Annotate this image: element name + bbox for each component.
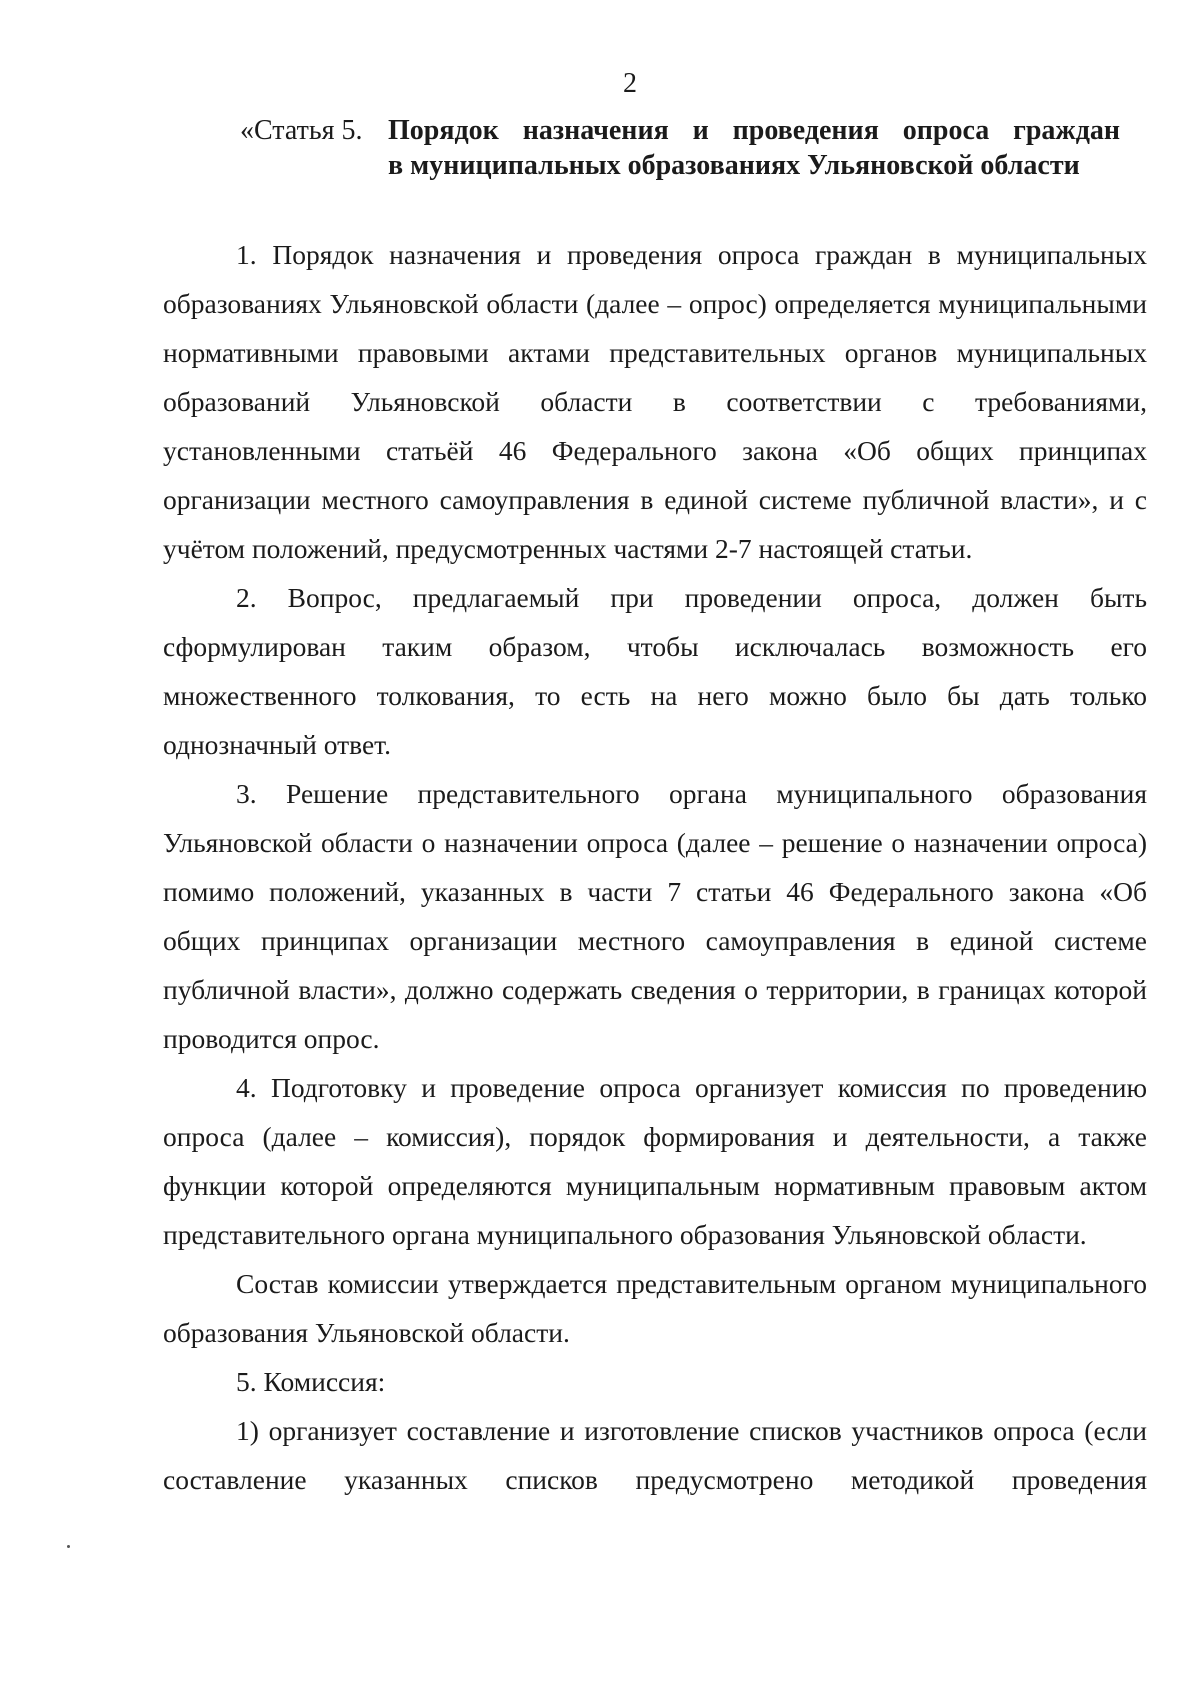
paragraph-4: 4. Подготовку и проведение опроса организует комиссия по проведению опроса (далее – комиссия), порядок формирования и деятельности, а также функции которой определяются муниципальным нормативным правовым актом представительного органа муниципального образования Ульяновской области.	[163, 1072, 1147, 1250]
scan-speck	[67, 1545, 70, 1548]
paragraph-5-item-1: 1) организует составление и изготовление списков участников опроса (если составление указанных списков предусмотрено методикой проведения	[163, 1415, 1147, 1495]
article-body	[163, 230, 1147, 1504]
paragraph-5: 5. Комиссия:	[236, 1366, 386, 1397]
article-heading	[240, 113, 1120, 183]
paragraph-2: 2. Вопрос, предлагаемый при проведении опроса, должен быть сформулирован таким образом, чтобы исключалась возможность его множественного толкования, то есть на него можно было бы дать только однозначный ответ.	[163, 582, 1147, 760]
article-title	[388, 113, 1120, 183]
paragraph-3: 3. Решение представительного органа муниципального образования Ульяновской области о назначении опроса (далее – решение о назначении опроса) помимо положений, указанных в части 7 статьи 46 Федерального закона «Об общих принципах организации местного самоуправления в единой системе публичной власти», должно содержать сведения о территории, в границах которой проводится опрос.	[163, 778, 1147, 1054]
paragraph-1: 1. Порядок назначения и проведения опроса граждан в муниципальных образованиях Ульяновской области (далее – опрос) определяется муниципальными нормативными правовыми актами представительных органов муниципальных образований Ульяновской области в соответствии с требованиями, установленными статьёй 46 Федерального закона «Об общих принципах организации местного самоуправления в единой системе публичной власти», и с учётом положений, предусмотренных частями 2-7 настоящей статьи.	[163, 239, 1147, 564]
page-number: 2	[623, 68, 637, 99]
paragraph-commission-composition: Состав комиссии утверждается представительным органом муниципального образования Ульяновской области.	[163, 1268, 1147, 1348]
article-title-line-1: Порядок назначения и проведения опроса граждан	[388, 115, 1120, 146]
article-number: «Статья 5.	[240, 115, 363, 146]
article-title-line-2: в муниципальных образованиях Ульяновской области	[388, 150, 1080, 181]
